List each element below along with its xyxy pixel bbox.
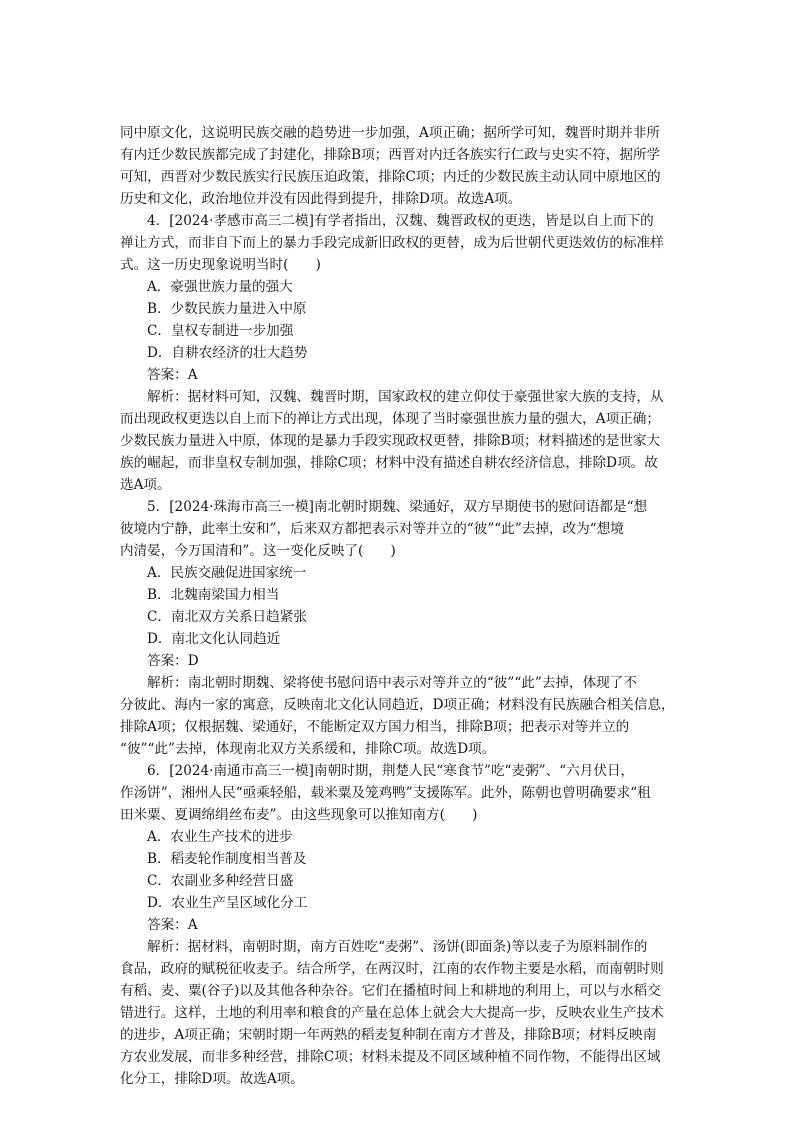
option-d: D．农业生产呈区域化分工: [147, 895, 308, 911]
answer-line: 答案：A: [147, 367, 198, 383]
option-b: B．少数民族力量进入中原: [147, 301, 307, 317]
text-line: 有内迁少数民族都完成了封建化，排除B项；西晋对内迁各族实行仁政与史实不符，据所学: [120, 147, 661, 163]
option-d: D．自耕农经济的壮大趋势: [147, 345, 308, 361]
analysis-line: 错进行。这样，土地的利用率和粮食的产量在总体上就会大大提高一步，反映农业生产技术: [120, 1005, 664, 1021]
question-stem-line: 彼境内宁静，此率土安和”，后来双方都把表示对等并立的“彼”“此”去掉，改为“想境: [120, 521, 624, 537]
analysis-line: “彼”“此”去掉，体现南北双方关系缓和，排除C项。故选D项。: [120, 741, 496, 757]
analysis-line: 族的崛起，而非皇权专制加强，排除C项；材料中没有描述自耕农经济信息，排除D项。故: [120, 455, 658, 471]
question-4: [120, 210, 680, 496]
option-b: B．稻麦轮作制度相当普及: [147, 851, 307, 867]
question-stem-line: 4．[2024·孝感市高三二模]有学者指出，汉魏、魏晋政权的更迭，皆是以自上而下的: [147, 213, 654, 229]
text-line: 可知，西晋对少数民族实行民族压迫政策，排除C项；内迁的少数民族主动认同中原地区的: [120, 169, 661, 185]
option-d: D．南北文化认同趋近: [147, 631, 281, 647]
option-a: A．农业生产技术的进步: [147, 829, 293, 845]
analysis-line: 方农业发展，而非多种经营，排除C项；材料未提及不同区域种植不同作物，不能得出区域: [120, 1049, 661, 1065]
text-line: 历史和文化，政治地位并没有因此得到提升，排除D项。故选A项。: [120, 191, 522, 207]
option-a: A．民族交融促进国家统一: [147, 565, 307, 581]
analysis-line: 排除A项；仅根据魏、梁通好，不能断定双方国力相当，排除B项；把表示对等并立的: [120, 719, 630, 735]
analysis-line: 选A项。: [120, 477, 171, 493]
continuation-paragraph: [120, 122, 680, 210]
question-stem-line: 6．[2024·南通市高三一模]南朝时期，荆楚人民“寒食节”吃“麦粥”、“六月伏日，: [147, 763, 635, 779]
text-line: 同中原文化，这说明民族交融的趋势进一步加强，A项正确；据所学可知，魏晋时期并非所: [120, 125, 660, 141]
option-c: C．皇权专制进一步加强: [147, 323, 294, 339]
analysis-line: 化分工，排除D项。故选A项。: [120, 1071, 304, 1087]
analysis-line: 解析：据材料可知，汉魏、魏晋时期，国家政权的建立仰仗于豪强世家大族的支持，从: [147, 389, 664, 405]
question-stem-line: 式。这一历史现象说明当时( ): [120, 257, 321, 273]
analysis-line: 有稻、麦、粟(谷子)以及其他各种杂谷。它们在播植时间上和耕地的利用上，可以与水稻交: [120, 983, 661, 999]
question-stem-line: 禅让方式，而非自下而上的暴力手段完成新旧政权的更替，成为后世朝代更迭效仿的标准样: [120, 235, 664, 251]
analysis-line: 而出现政权更迭以自上而下的禅让方式出现，体现了当时豪强世族力量的强大，A项正确；: [120, 411, 660, 427]
question-stem-line: 5．[2024·珠海市高三一模]南北朝时期魏、梁通好，双方早期使书的慰问语都是“想: [147, 499, 648, 515]
option-c: C．农副业多种经营日盛: [147, 873, 294, 889]
option-b: B．北魏南梁国力相当: [147, 587, 280, 603]
answer-line: 答案：D: [147, 653, 199, 669]
question-5: [120, 496, 680, 760]
question-stem-line: 田米粟、夏调绵绢丝布麦”。由这些现象可以推知南方( ): [120, 807, 478, 823]
analysis-line: 少数民族力量进入中原，体现的是暴力手段实现政权更替，排除B项；材料描述的是世家大: [120, 433, 661, 449]
document-page: [120, 122, 680, 1090]
analysis-line: 解析：南北朝时期魏、梁将使书慰问语中表示对等并立的“彼”“此”去掉，体现了不: [147, 675, 637, 691]
question-stem-line: 内清晏，今万国清和”。这一变化反映了( ): [120, 543, 396, 559]
question-stem-line: 作汤饼”，湘州人民“亟乘轻船，载米粟及笼鸡鸭”支援陈军。此外，陈朝也曾明确要求“租: [120, 785, 651, 801]
analysis-line: 解析：据材料，南朝时期，南方百姓吃“麦粥”、汤饼(即面条)等以麦子为原料制作的: [147, 939, 648, 955]
analysis-line: 分彼此、海内一家的寓意，反映南北文化认同趋近，D项正确；材料没有民族融合相关信息，: [120, 697, 675, 713]
question-6: [120, 760, 680, 1090]
option-c: C．南北双方关系日趋紧张: [147, 609, 307, 625]
option-a: A．豪强世族力量的强大: [147, 279, 293, 295]
analysis-line: 食品，政府的赋税征收麦子。结合所学，在两汉时，江南的农作物主要是水稻，而南朝时则: [120, 961, 664, 977]
analysis-line: 的进步，A项正确；宋朝时期一年两熟的稻麦复种制在南方才普及，排除B项；材料反映南: [120, 1027, 657, 1043]
answer-line: 答案：A: [147, 917, 198, 933]
